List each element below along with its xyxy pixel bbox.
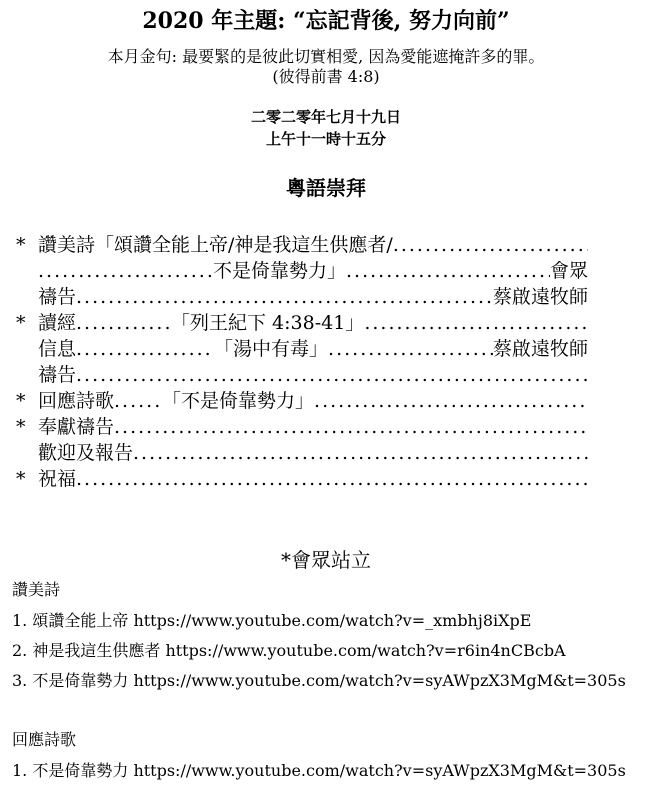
order-row-scripture bbox=[16, 310, 588, 336]
order-label: 歡迎及報告 bbox=[38, 442, 134, 464]
leader-dots bbox=[114, 414, 588, 440]
hymn-link[interactable]: 1. 頌讚全能上帝 https://www.youtube.com/watch?v=_xmbhj8iXpE bbox=[12, 611, 532, 630]
leader-dots bbox=[314, 388, 588, 414]
order-leader: 蔡啟遠牧師 bbox=[492, 286, 588, 308]
theme-title: 2020 年主題: “忘記背後, 努力向前” bbox=[142, 8, 510, 34]
leader-dots bbox=[76, 284, 493, 310]
order-leader: 會眾 bbox=[549, 260, 588, 282]
hymn-link[interactable]: 3. 不是倚靠勢力 https://www.youtube.com/watch?v=syAWpzX3MgM&t=305s bbox=[12, 671, 626, 690]
service-date: 二零二零年七月十九日 bbox=[250, 108, 401, 126]
order-title: 「湯中有毒」 bbox=[214, 338, 329, 360]
hymn-links bbox=[12, 579, 626, 692]
order-title: 「列王紀下 4:38-41」 bbox=[171, 312, 365, 334]
order-row-prayer bbox=[16, 284, 588, 310]
leader-dots bbox=[364, 310, 588, 336]
order-row-prayer-2 bbox=[16, 362, 588, 388]
response-heading: 回應詩歌 bbox=[12, 730, 77, 749]
order-row-message bbox=[16, 336, 588, 362]
order-label: 禱告 bbox=[38, 286, 77, 308]
monthly-verse: 本月金句: 最要緊的是彼此切實相愛, 因為愛能遮掩許多的罪。 bbox=[107, 47, 545, 66]
verse-reference: (彼得前書 4:8) bbox=[272, 67, 380, 86]
order-title: 「不是倚靠勢力」 bbox=[162, 390, 315, 412]
leader-dots bbox=[76, 310, 171, 336]
hymn-link[interactable]: 2. 神是我這生供應者 https://www.youtube.com/watch?v=r6in4nCBcbA bbox=[12, 641, 566, 660]
leader-dots bbox=[76, 466, 588, 492]
order-row-hymns bbox=[16, 232, 588, 258]
service-title: 粵語崇拜 bbox=[286, 176, 366, 200]
leader-dots bbox=[114, 388, 162, 414]
order-label: 信息 bbox=[38, 338, 77, 360]
service-time: 上午十一時十五分 bbox=[265, 130, 386, 148]
order-leader: 蔡啟遠牧師 bbox=[492, 338, 588, 360]
order-row-hymns-continued bbox=[16, 258, 588, 284]
standing-marker: * bbox=[16, 416, 26, 438]
response-links bbox=[12, 729, 626, 782]
standing-marker: * bbox=[16, 312, 26, 334]
leader-dots bbox=[346, 258, 550, 284]
leader-dots bbox=[328, 336, 493, 362]
standing-marker: * bbox=[16, 390, 26, 412]
order-row-offering bbox=[16, 414, 588, 440]
order-row-response-song bbox=[16, 388, 588, 414]
order-label: 禱告 bbox=[38, 364, 77, 386]
order-title: 不是倚靠勢力」 bbox=[213, 260, 347, 282]
order-label: 奉獻禱告 bbox=[38, 416, 115, 438]
hymns-heading: 讚美詩 bbox=[12, 580, 61, 599]
leader-dots bbox=[76, 336, 214, 362]
standing-note: *會眾站立 bbox=[281, 548, 371, 572]
order-row-welcome bbox=[16, 440, 588, 466]
standing-marker: * bbox=[16, 468, 26, 490]
response-link[interactable]: 1. 不是倚靠勢力 https://www.youtube.com/watch?v=syAWpzX3MgM&t=305s bbox=[12, 761, 626, 780]
standing-marker: * bbox=[16, 234, 26, 256]
leader-dots bbox=[393, 232, 588, 258]
order-label: 讚美詩「頌讚全能上帝/神是我這生供應者/ bbox=[38, 234, 393, 256]
order-label: 祝福 bbox=[38, 468, 77, 490]
order-label: 回應詩歌 bbox=[38, 390, 115, 412]
order-row-benediction bbox=[16, 466, 588, 492]
leader-dots bbox=[133, 440, 588, 466]
order-label: 讀經 bbox=[38, 312, 77, 334]
leader-dots bbox=[76, 362, 588, 388]
leader-dots bbox=[38, 258, 213, 284]
